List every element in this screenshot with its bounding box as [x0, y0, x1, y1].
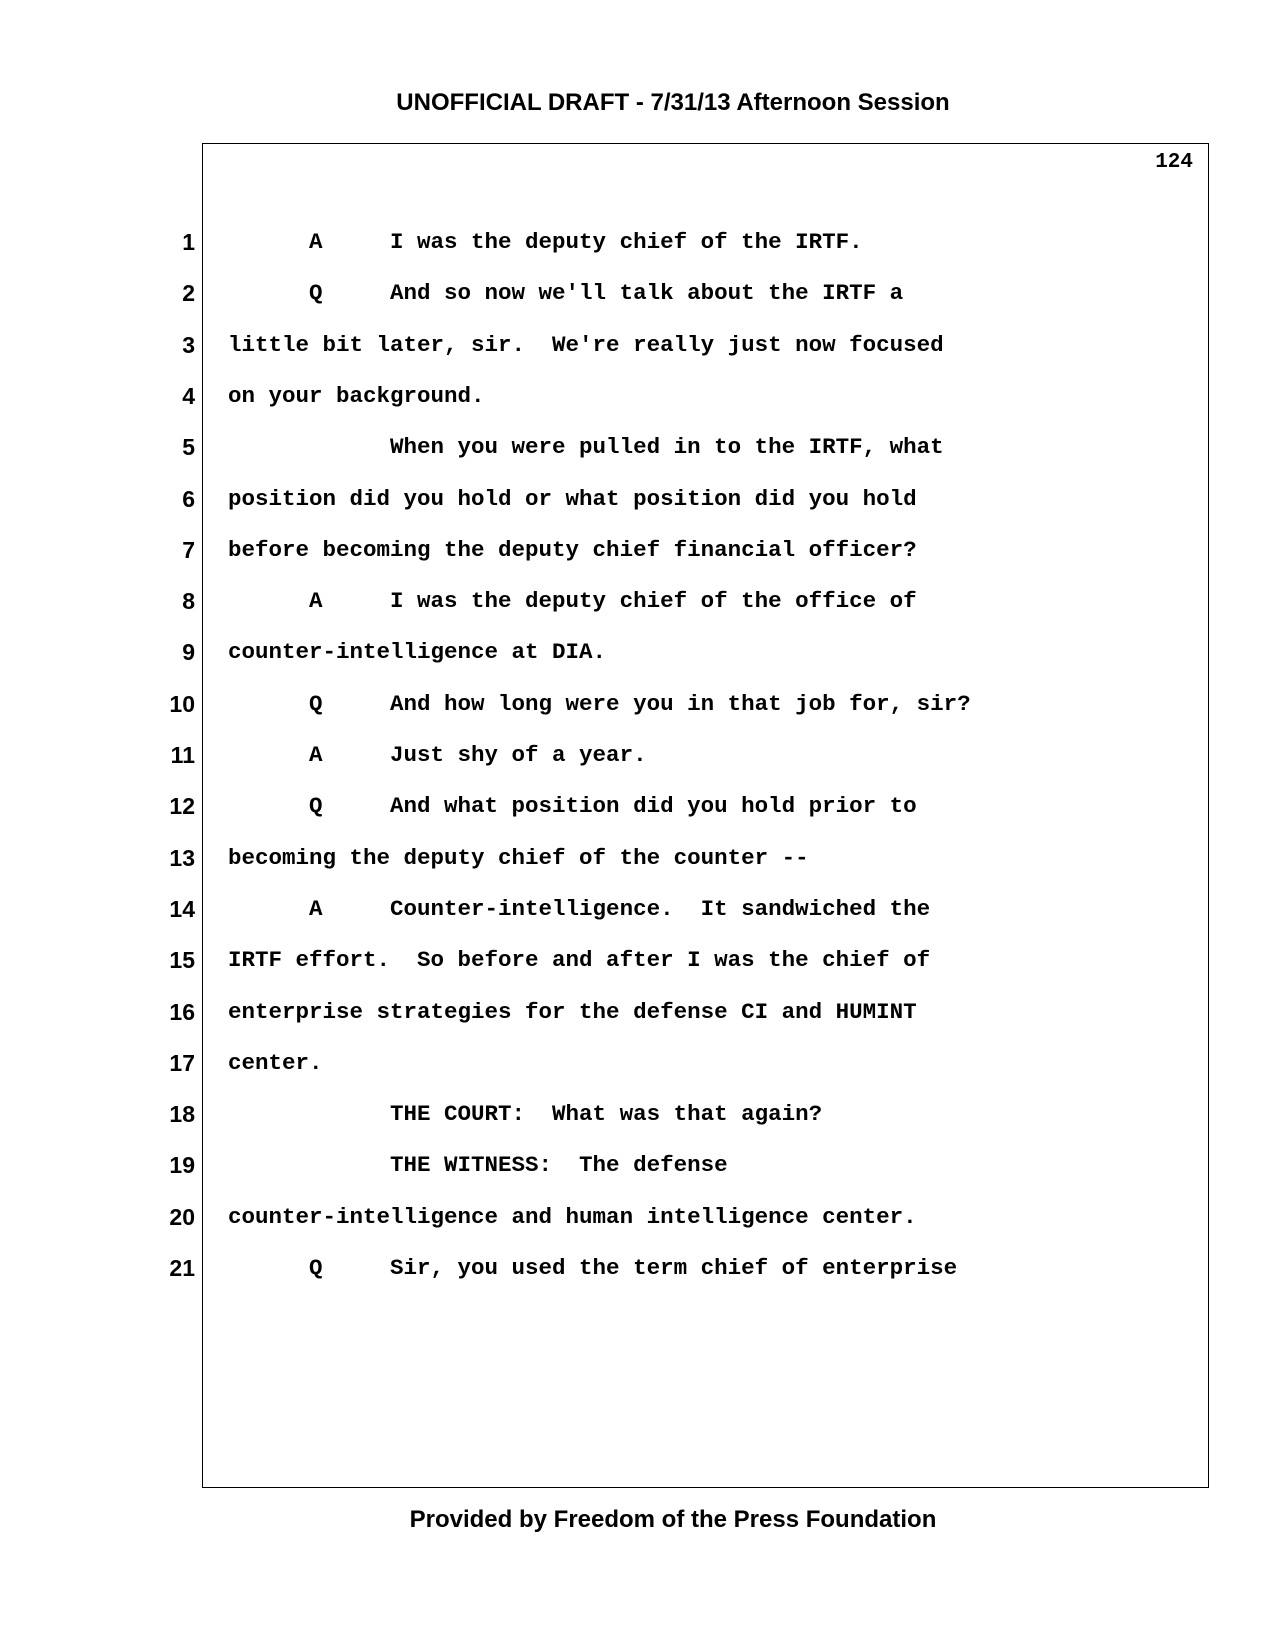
transcript-line	[0, 1048, 1275, 1088]
line-text: becoming the deputy chief of the counter --	[228, 844, 809, 871]
line-text: THE WITNESS: The defense	[228, 1152, 728, 1179]
line-text: A Just shy of a year.	[228, 742, 647, 768]
line-number: 4	[182, 382, 195, 409]
line-text: center.	[228, 1049, 323, 1076]
line-number: 9	[182, 639, 195, 666]
line-number: 6	[182, 485, 195, 512]
transcript-line	[0, 740, 1275, 780]
line-number: 13	[169, 844, 195, 871]
line-text: counter-intelligence and human intelligence center.	[228, 1203, 917, 1230]
line-text: Q And what position did you hold prior to	[228, 793, 917, 820]
page-header: UNOFFICIAL DRAFT - 7/31/13 Afternoon Session	[396, 89, 950, 116]
line-text: position did you hold or what position did you hold	[228, 485, 917, 512]
line-number: 7	[182, 536, 195, 563]
transcript-line	[0, 945, 1275, 985]
line-text: before becoming the deputy chief financial officer?	[228, 536, 917, 563]
line-number: 10	[169, 690, 195, 717]
line-text: counter-intelligence at DIA.	[228, 639, 607, 666]
transcript-line	[0, 1099, 1275, 1139]
line-number: 5	[182, 434, 195, 461]
page-footer: Provided by Freedom of the Press Foundation	[409, 1506, 937, 1533]
line-number: 12	[169, 793, 195, 820]
transcript-line	[0, 637, 1275, 677]
line-number: 8	[182, 588, 195, 615]
transcript-line	[0, 689, 1275, 729]
line-number: 19	[169, 1152, 195, 1179]
line-text: When you were pulled in to the IRTF, what	[228, 434, 944, 461]
line-number: 21	[169, 1255, 195, 1281]
transcript-line	[0, 484, 1275, 524]
line-number: 20	[169, 1203, 195, 1230]
transcript-line	[0, 330, 1275, 370]
line-number: 11	[170, 742, 195, 768]
line-number: 17	[169, 1049, 195, 1076]
line-text: on your background.	[228, 382, 485, 409]
transcript-line	[0, 432, 1275, 472]
transcript-line	[0, 227, 1275, 267]
transcript-line	[0, 894, 1275, 934]
line-text: Q Sir, you used the term chief of enterprise	[228, 1255, 958, 1281]
line-text: THE COURT: What was that again?	[228, 1101, 823, 1128]
line-number: 3	[182, 331, 195, 358]
line-number: 18	[169, 1101, 195, 1128]
line-number: 16	[169, 998, 195, 1025]
transcript-line	[0, 843, 1275, 883]
transcript-line	[0, 1253, 1275, 1293]
line-text: Q And how long were you in that job for, sir?	[228, 690, 971, 717]
line-number: 15	[169, 947, 195, 974]
transcript-line	[0, 535, 1275, 575]
transcript-line	[0, 1150, 1275, 1190]
line-number: 1	[182, 229, 195, 255]
page-number: 124	[1155, 151, 1193, 174]
transcript-line	[0, 791, 1275, 831]
line-text: Q And so now we'll talk about the IRTF a	[228, 280, 904, 307]
transcript-line	[0, 278, 1275, 318]
line-text: A I was the deputy chief of the IRTF.	[228, 229, 863, 255]
line-text: A I was the deputy chief of the office of	[228, 588, 917, 615]
line-text: A Counter-intelligence. It sandwiched the	[228, 895, 931, 922]
line-text: enterprise strategies for the defense CI and HUMINT	[228, 998, 917, 1025]
transcript-line	[0, 586, 1275, 626]
transcript-line	[0, 381, 1275, 421]
line-text: IRTF effort. So before and after I was the chief of	[228, 947, 931, 974]
line-number: 14	[169, 895, 195, 922]
line-number: 2	[182, 280, 195, 307]
line-text: little bit later, sir. We're really just now focused	[228, 331, 944, 358]
transcript-line	[0, 997, 1275, 1037]
transcript-line	[0, 1202, 1275, 1242]
